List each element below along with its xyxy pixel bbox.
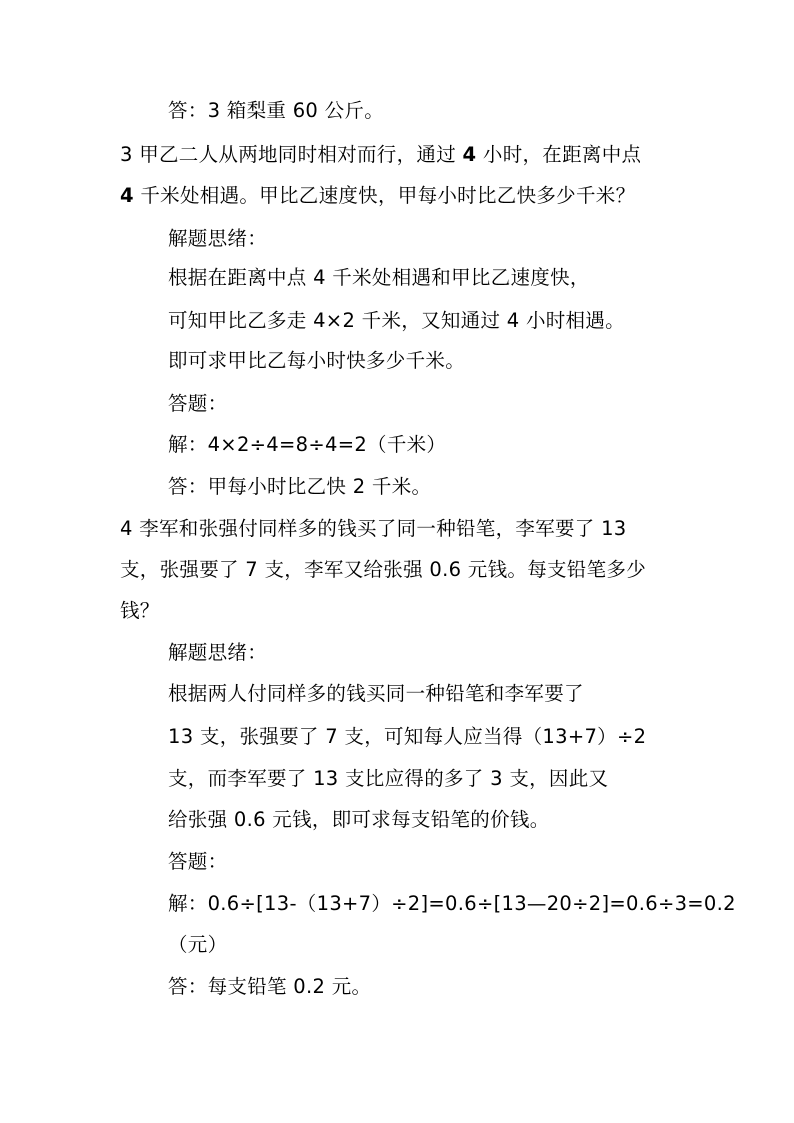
problem-3-text: 千米处相遇。甲比乙速度快，甲每小时比乙快多少千米？ <box>133 184 636 207</box>
thinking-label: 解题思绪： <box>168 227 268 250</box>
problem-3-text: 小时，在距离中点 <box>476 143 642 166</box>
problem-4-line: 钱？ <box>120 599 160 622</box>
answer: 答：甲每小时比乙快 2 千米。 <box>168 475 432 498</box>
thinking-line: 根据在距离中点 4 千米处相遇和甲比乙速度快， <box>168 266 590 289</box>
thinking-line: 给张强 0.6 元钱，即可求每支铅笔的价钱。 <box>168 808 550 831</box>
problem-3-line-2 <box>120 182 635 210</box>
problem-4-line: 支，张强要了 7 支，李军又给张强 0.6 元钱。每支铅笔多少 <box>120 558 647 581</box>
thinking-line: 根据两人付同样多的钱买同一种铅笔和李军要了 <box>168 682 584 705</box>
thinking-line: 13 支，张强要了 7 支，可知每人应当得（13+7）÷2 <box>168 725 647 748</box>
answer: 答：每支铅笔 0.2 元。 <box>168 975 372 998</box>
thinking-line: 可知甲比乙多走 4×2 千米，又知通过 4 小时相遇。 <box>168 309 625 332</box>
problem-3-distance: 4 <box>120 184 134 207</box>
problem-4-line: 4 李军和张强付同样多的钱买了同一种铅笔，李军要了 13 <box>120 517 627 540</box>
solution: 解：4×2÷4=8÷4=2（千米） <box>168 433 447 456</box>
thinking-line: 支，而李军要了 13 支比应得的多了 3 支，因此又 <box>168 767 609 790</box>
problem-3-text: 3 甲乙二人从两地同时相对而行，通过 <box>120 143 463 166</box>
solve-label: 答题： <box>168 850 228 873</box>
solve-label: 答题： <box>168 392 228 415</box>
problem-3-hours: 4 <box>462 143 477 166</box>
solution: 解：0.6÷[13-（13+7）÷2]=0.6÷[13—20÷2]=0.6÷3=0.2 <box>168 892 736 915</box>
thinking-label: 解题思绪： <box>168 641 268 664</box>
thinking-line: 即可求甲比乙每小时快多少千米。 <box>168 349 466 372</box>
solution-unit: （元） <box>168 933 228 956</box>
problem-3-line-1 <box>120 141 641 169</box>
previous-answer: 答：3 箱梨重 60 公斤。 <box>168 99 385 122</box>
